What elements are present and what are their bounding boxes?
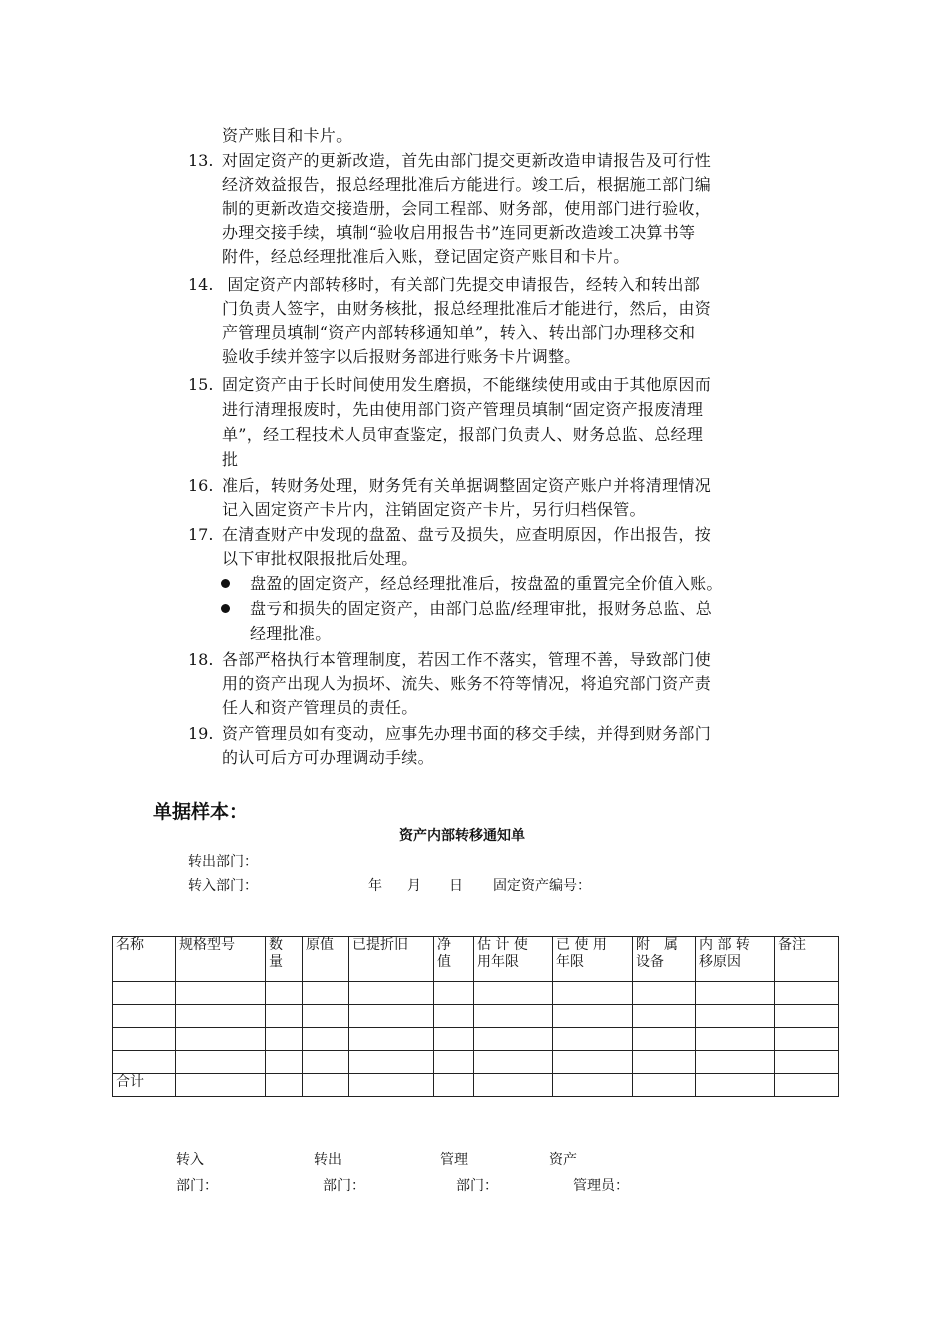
table-row [113,1005,839,1028]
asset-no-label: 固定资产编号： [493,878,591,894]
table-cell[interactable] [113,982,176,1005]
item-number: 16. [188,476,214,495]
item-line: 固定资产内部转移时，有关部门先提交申请报告，经转入和转出部 [222,275,701,294]
table-cell[interactable] [349,1051,434,1074]
table-cell[interactable] [113,1028,176,1051]
signature-label: 资产 [549,1152,577,1168]
table-cell[interactable] [775,1074,839,1097]
date-year-label: 年 [368,878,382,894]
table-cell[interactable] [266,1051,303,1074]
table-cell[interactable] [176,982,266,1005]
item-line: 批 [222,450,239,469]
table-cell[interactable] [633,1074,696,1097]
item-line: 经济效益报告，报总经理批准后方能进行。竣工后，根据施工部门编 [222,175,712,194]
total-row [113,1074,839,1097]
table-cell[interactable] [474,982,553,1005]
total-label: 合计 [113,1074,176,1097]
table-cell[interactable] [266,1028,303,1051]
table-cell[interactable] [696,982,775,1005]
signature-label: 部门： [176,1178,218,1194]
item-line: 资产管理员如有变动，应事先办理书面的移交手续，并得到财务部门 [222,724,712,743]
signature-label: 转入 [176,1152,204,1168]
table-cell[interactable] [696,1074,775,1097]
date-day-label: 日 [449,878,463,894]
bullet-line: 盘盈的固定资产，经总经理批准后，按盘盈的重置完全价值入账。 [250,574,723,593]
date-month-label: 月 [407,878,421,894]
table-cell[interactable] [633,1028,696,1051]
table-cell[interactable] [553,1005,633,1028]
table-cell[interactable] [553,1074,633,1097]
form-title: 资产内部转移通知单 [399,828,525,844]
header-cell: 内 部 转 移原因 [696,937,775,982]
table-row [113,1028,839,1051]
header-cell: 估 计 使 用年限 [474,937,553,982]
item-number: 18. [188,650,214,669]
table-cell[interactable] [474,1005,553,1028]
signature-label: 管理员： [573,1178,629,1194]
header-cell: 已提折旧 [349,937,434,982]
table-cell[interactable] [775,1051,839,1074]
bullet-line: 经理批准。 [250,624,332,643]
item-number: 14. [188,275,214,294]
item-line: 附件，经总经理批准后入账，登记固定资产账目和卡片。 [222,247,630,266]
table-cell[interactable] [266,982,303,1005]
item-line: 产管理员填制“资产内部转移通知单”，转入、转出部门办理移交和 [222,323,696,342]
table-cell[interactable] [775,1005,839,1028]
table-cell[interactable] [696,1028,775,1051]
item-line: 的认可后方可办理调动手续。 [222,748,434,767]
table-row [113,1051,839,1074]
table-cell[interactable] [434,1005,474,1028]
header-cell: 已 使 用 年限 [553,937,633,982]
bullet-line: 盘亏和损失的固定资产，由部门总监/经理审批，报财务总监、总 [250,599,713,618]
table-cell[interactable] [553,982,633,1005]
table-cell[interactable] [113,1005,176,1028]
item-line: 准后，转财务处理，财务凭有关单据调整固定资产账户并将清理情况 [222,476,712,495]
table-cell[interactable] [633,1005,696,1028]
item-line: 用的资产出现人为损坏、流失、账务不符等情况，将追究部门资产责 [222,674,712,693]
bullet-icon [221,579,230,588]
item-line: 单”，经工程技术人员审查鉴定，报部门负责人、财务总监、总经理 [222,425,704,444]
item-number: 13. [188,151,214,170]
item-line: 门负责人签字，由财务核批，报总经理批准后才能进行，然后，由资 [222,299,712,318]
header-cell: 净 值 [434,937,474,982]
table-cell[interactable] [434,1051,474,1074]
signature-label: 部门： [323,1178,365,1194]
item-line: 在清查财产中发现的盘盈、盘亏及损失，应查明原因，作出报告，按 [222,525,712,544]
item-number: 17. [188,525,214,544]
item-line: 办理交接手续，填制“验收启用报告书”连同更新改造竣工决算书等 [222,223,696,242]
table-cell[interactable] [474,1051,553,1074]
signature-label: 部门： [456,1178,498,1194]
table-cell[interactable] [474,1028,553,1051]
item-line: 各部严格执行本管理制度，若因工作不落实，管理不善，导致部门使 [222,650,712,669]
table-cell[interactable] [303,1028,349,1051]
header-cell: 原值 [303,937,349,982]
table-cell[interactable] [633,1051,696,1074]
section-title: 单据样本： [153,801,249,823]
table-cell[interactable] [266,1074,303,1097]
table-header-row [113,937,839,982]
item-line: 固定资产由于长时间使用发生磨损，不能继续使用或由于其他原因而 [222,375,712,394]
item-line: 验收手续并签字以后报财务部进行账务卡片调整。 [222,347,581,366]
item-line: 制的更新改造交接造册，会同工程部、财务部，使用部门进行验收， [222,199,712,218]
table-cell[interactable] [176,1051,266,1074]
signature-label: 管理 [440,1152,468,1168]
header-cell: 附 属 设备 [633,937,696,982]
table-cell[interactable] [303,1005,349,1028]
header-cell: 数 量 [266,937,303,982]
table-cell[interactable] [474,1074,553,1097]
table-cell[interactable] [434,1028,474,1051]
item-line: 进行清理报废时，先由使用部门资产管理员填制“固定资产报废清理 [222,400,704,419]
header-cell: 备注 [775,937,839,982]
table-cell[interactable] [349,1005,434,1028]
item-number: 19. [188,724,214,743]
table-cell[interactable] [553,1028,633,1051]
table-cell[interactable] [303,1074,349,1097]
table-cell[interactable] [349,1028,434,1051]
table-cell[interactable] [633,982,696,1005]
table-cell[interactable] [434,982,474,1005]
table-cell[interactable] [775,1028,839,1051]
table-cell[interactable] [176,1074,266,1097]
item-line: 任人和资产管理员的责任。 [222,698,418,717]
table-cell[interactable] [266,1005,303,1028]
out-dept-label: 转出部门： [188,854,258,870]
carry-over-line: 资产账目和卡片。 [222,126,353,145]
signature-label: 转出 [314,1152,342,1168]
item-line: 记入固定资产卡片内，注销固定资产卡片，另行归档保管。 [222,500,646,519]
table-cell[interactable] [696,1005,775,1028]
table-cell[interactable] [553,1051,633,1074]
table-cell[interactable] [696,1051,775,1074]
table-cell[interactable] [349,1074,434,1097]
table-cell[interactable] [349,982,434,1005]
table-cell[interactable] [303,982,349,1005]
table-row [113,982,839,1005]
table-cell[interactable] [176,1005,266,1028]
in-dept-label: 转入部门： [188,878,258,894]
transfer-form-table [112,936,839,1097]
item-line: 对固定资产的更新改造，首先由部门提交更新改造申请报告及可行性 [222,151,712,170]
table-cell[interactable] [434,1074,474,1097]
table-cell[interactable] [113,1051,176,1074]
table-cell[interactable] [303,1051,349,1074]
header-cell: 名称 [113,937,176,982]
header-cell: 规格型号 [176,937,266,982]
item-number: 15. [188,375,214,394]
bullet-icon [221,604,230,613]
item-line: 以下审批权限报批后处理。 [222,549,418,568]
table-cell[interactable] [775,982,839,1005]
table-cell[interactable] [176,1028,266,1051]
